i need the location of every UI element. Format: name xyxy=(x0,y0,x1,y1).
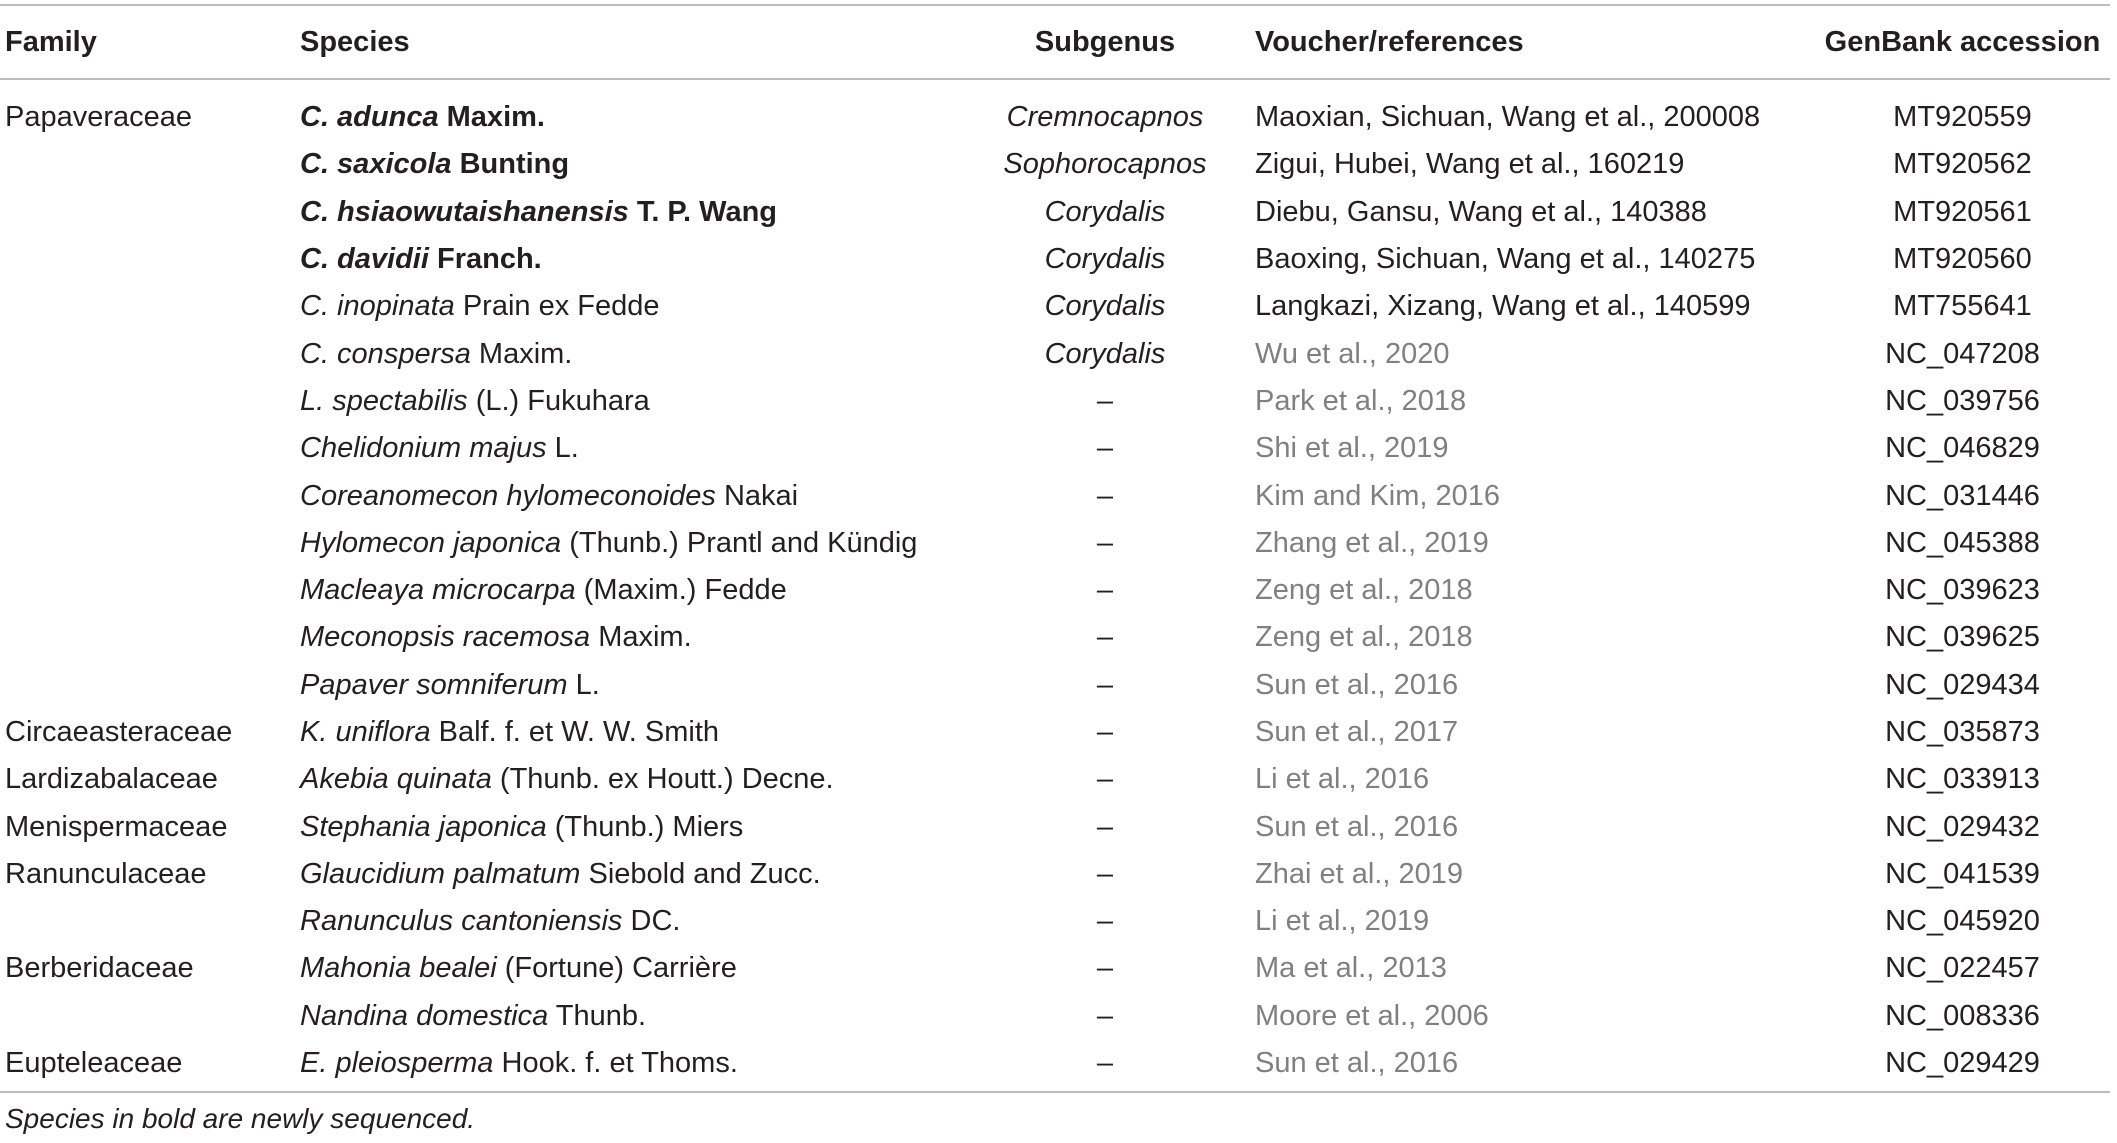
cell-species xyxy=(300,1040,955,1092)
reference-link[interactable]: Li et al., 2019 xyxy=(1255,905,1430,938)
header-voucher: Voucher/references xyxy=(1255,5,1815,79)
cell-genbank: NC_039623 xyxy=(1885,574,2040,607)
species-author: (Thunb.) Miers xyxy=(546,810,744,843)
species-binomial: Chelidonium majus xyxy=(300,432,547,465)
reference-link[interactable]: Shi et al., 2019 xyxy=(1255,432,1449,465)
table-row xyxy=(0,141,2110,188)
cell-subgenus: Corydalis xyxy=(1044,290,1166,323)
cell-family xyxy=(0,141,300,188)
cell-voucher: Zigui, Hubei, Wang et al., 160219 xyxy=(1255,148,1685,181)
header-genbank: GenBank accession xyxy=(1815,5,2110,79)
cell-genbank: MT755641 xyxy=(1893,290,2032,323)
cell-genbank: NC_029429 xyxy=(1815,1040,2110,1092)
table-row xyxy=(0,851,2110,898)
table-row xyxy=(0,1040,2110,1092)
cell-genbank: MT920560 xyxy=(1893,243,2032,276)
cell-species xyxy=(300,614,955,661)
cell-subgenus: – xyxy=(1096,716,1114,748)
cell-species xyxy=(300,993,955,1040)
species-author: L. xyxy=(546,432,579,465)
species-binomial: Hylomecon japonica xyxy=(300,526,562,559)
table-row xyxy=(0,709,2110,756)
cell-voucher: Diebu, Gansu, Wang et al., 140388 xyxy=(1255,195,1707,228)
cell-family xyxy=(0,425,300,472)
species-author: L. xyxy=(567,668,600,701)
species-binomial: Meconopsis racemosa xyxy=(300,621,591,654)
table-row xyxy=(0,756,2110,803)
header-family: Family xyxy=(0,5,300,79)
cell-family xyxy=(0,520,300,567)
species-author: (Thunb.) Prantl and Kündig xyxy=(561,526,918,559)
cell-subgenus: Cremnocapnos xyxy=(1006,101,1204,134)
cell-family xyxy=(0,472,300,519)
species-author: (Fortune) Carrière xyxy=(496,952,737,985)
cell-genbank: NC_031446 xyxy=(1885,479,2040,512)
cell-genbank: NC_041539 xyxy=(1885,857,2040,890)
species-binomial: C. saxicola xyxy=(300,148,452,181)
cell-species xyxy=(300,472,955,519)
table-row xyxy=(0,898,2110,945)
species-author: DC. xyxy=(622,905,681,938)
species-author: Maxim. xyxy=(438,101,545,134)
cell-family xyxy=(0,993,300,1040)
cell-genbank: MT920561 xyxy=(1893,195,2032,228)
cell-family: Circaeasteraceae xyxy=(5,716,233,748)
reference-link[interactable]: Zeng et al., 2018 xyxy=(1255,621,1473,654)
reference-link[interactable]: Zeng et al., 2018 xyxy=(1255,574,1473,607)
cell-subgenus: – xyxy=(1096,621,1114,654)
cell-subgenus: – xyxy=(1096,763,1114,796)
cell-species xyxy=(300,803,955,850)
cell-subgenus: – xyxy=(1096,810,1114,843)
species-binomial: Coreanomecon hylomeconoides xyxy=(300,479,716,512)
cell-species xyxy=(300,945,955,992)
cell-family: Lardizabalaceae xyxy=(5,763,218,796)
species-author: T. P. Wang xyxy=(628,195,778,228)
cell-subgenus: – xyxy=(1096,384,1114,417)
reference-link[interactable]: Ma et al., 2013 xyxy=(1255,952,1447,985)
species-binomial: C. inopinata xyxy=(300,290,455,323)
cell-subgenus: – xyxy=(955,1040,1255,1092)
species-author: Prain ex Fedde xyxy=(454,290,660,323)
cell-genbank: NC_039625 xyxy=(1885,621,2040,654)
header-row xyxy=(0,5,2110,79)
cell-subgenus: – xyxy=(1096,668,1114,701)
cell-subgenus: Corydalis xyxy=(1044,243,1166,276)
cell-genbank: NC_047208 xyxy=(1885,337,2040,370)
cell-family: Berberidaceae xyxy=(5,952,194,985)
cell-genbank: NC_045920 xyxy=(1885,905,2040,938)
header-species: Species xyxy=(300,5,955,79)
table-row xyxy=(0,378,2110,425)
reference-link[interactable]: Zhai et al., 2019 xyxy=(1255,857,1463,890)
cell-species xyxy=(300,378,955,425)
species-binomial: Stephania japonica xyxy=(300,810,547,843)
species-author: Maxim. xyxy=(590,621,692,654)
species-binomial: Mahonia bealei xyxy=(300,952,497,985)
cell-genbank: NC_046829 xyxy=(1885,432,2040,465)
species-binomial: Nandina domestica xyxy=(300,999,549,1032)
species-author: (Maxim.) Fedde xyxy=(575,574,787,607)
cell-family xyxy=(0,614,300,661)
species-binomial: C. adunca xyxy=(300,101,439,134)
cell-genbank: NC_029432 xyxy=(1885,810,2040,843)
reference-link[interactable]: Sun et al., 2016 xyxy=(1255,810,1459,843)
table-row xyxy=(0,283,2110,330)
cell-subgenus: – xyxy=(1096,952,1114,985)
cell-species xyxy=(300,851,955,898)
cell-voucher: Langkazi, Xizang, Wang et al., 140599 xyxy=(1255,290,1751,323)
cell-subgenus: – xyxy=(1096,574,1114,607)
species-binomial: C. conspersa xyxy=(300,337,471,370)
cell-species xyxy=(300,662,955,709)
cell-subgenus: – xyxy=(1096,857,1114,890)
table-row xyxy=(0,330,2110,377)
table-header xyxy=(0,5,2110,79)
species-author: (Thunb. ex Houtt.) Decne. xyxy=(491,763,834,796)
species-binomial: Glaucidium palmatum xyxy=(300,857,581,890)
cell-family xyxy=(0,378,300,425)
cell-subgenus: Corydalis xyxy=(1044,337,1166,370)
cell-species xyxy=(300,79,955,141)
table-body xyxy=(0,79,2110,1092)
species-author: Thunb. xyxy=(548,999,647,1032)
table-row xyxy=(0,472,2110,519)
cell-voucher: Maoxian, Sichuan, Wang et al., 200008 xyxy=(1255,101,1761,134)
species-author: Siebold and Zucc. xyxy=(580,857,821,890)
cell-subgenus: – xyxy=(1096,479,1114,512)
table-row xyxy=(0,236,2110,283)
species-author: Franch. xyxy=(428,243,542,276)
cell-genbank: NC_008336 xyxy=(1885,999,2040,1032)
cell-species xyxy=(300,567,955,614)
species-binomial: Macleaya microcarpa xyxy=(300,574,576,607)
cell-genbank: NC_035873 xyxy=(1885,716,2040,748)
reference-link[interactable]: Wu et al., 2020 xyxy=(1255,337,1450,370)
cell-family: Papaveraceae xyxy=(5,101,193,134)
table-row xyxy=(0,520,2110,567)
reference-link[interactable]: Sun et al., 2016 xyxy=(1255,668,1459,701)
cell-subgenus: Sophorocapnos xyxy=(1003,148,1207,181)
table-row xyxy=(0,993,2110,1040)
species-binomial: Akebia quinata xyxy=(300,763,492,796)
cell-species xyxy=(300,898,955,945)
reference-link[interactable]: Sun et al., 2016 xyxy=(1255,1040,1815,1092)
reference-link[interactable]: Zhang et al., 2019 xyxy=(1255,526,1489,559)
table-row xyxy=(0,662,2110,709)
species-author: Balf. f. et W. W. Smith xyxy=(430,716,720,748)
table-row xyxy=(0,945,2110,992)
species-author: Bunting xyxy=(451,148,570,181)
cell-family: Ranunculaceae xyxy=(5,857,207,890)
cell-subgenus: – xyxy=(1096,432,1114,465)
cell-genbank: NC_039756 xyxy=(1885,384,2040,417)
table-row xyxy=(0,425,2110,472)
cell-species xyxy=(300,141,955,188)
species-author: Hook. f. et Thoms. xyxy=(493,1047,738,1080)
cell-family xyxy=(0,567,300,614)
species-binomial: C. hsiaowutaishanensis xyxy=(300,195,629,228)
reference-link[interactable]: Park et al., 2018 xyxy=(1255,384,1467,417)
cell-family xyxy=(0,283,300,330)
cell-family xyxy=(0,898,300,945)
table-row xyxy=(0,567,2110,614)
cell-species xyxy=(300,756,955,803)
cell-genbank: MT920562 xyxy=(1893,148,2032,181)
table-row xyxy=(0,79,2110,141)
species-binomial: K. uniflora xyxy=(300,716,431,748)
cell-subgenus: – xyxy=(1096,905,1114,938)
cell-species xyxy=(300,425,955,472)
cell-family xyxy=(0,662,300,709)
reference-link[interactable]: Li et al., 2016 xyxy=(1255,763,1430,796)
cell-voucher: Baoxing, Sichuan, Wang et al., 140275 xyxy=(1255,243,1756,276)
table-row xyxy=(0,189,2110,236)
cell-family: Eupteleaceae xyxy=(0,1040,300,1092)
species-binomial: Papaver somniferum xyxy=(300,668,568,701)
species-author: Maxim. xyxy=(470,337,573,370)
cell-species xyxy=(300,330,955,377)
cell-family xyxy=(0,236,300,283)
species-binomial: E. pleiosperma xyxy=(300,1047,494,1080)
species-author: Nakai xyxy=(715,479,799,512)
cell-species xyxy=(300,236,955,283)
cell-genbank: NC_029434 xyxy=(1885,668,2040,701)
cell-family xyxy=(0,330,300,377)
cell-species xyxy=(300,520,955,567)
cell-genbank: MT920559 xyxy=(1893,101,2032,134)
cell-genbank: NC_022457 xyxy=(1885,952,2040,985)
header-subgenus: Subgenus xyxy=(955,5,1255,79)
table-row xyxy=(0,803,2110,850)
reference-link[interactable]: Moore et al., 2006 xyxy=(1255,999,1489,1032)
species-table xyxy=(0,4,2110,1093)
cell-genbank: NC_033913 xyxy=(1885,763,2040,796)
species-author: (L.) Fukuhara xyxy=(467,384,650,417)
table-row xyxy=(0,614,2110,661)
cell-species xyxy=(300,283,955,330)
cell-subgenus: Corydalis xyxy=(1044,195,1166,228)
cell-subgenus: – xyxy=(1096,526,1114,559)
cell-family xyxy=(0,189,300,236)
cell-genbank: NC_045388 xyxy=(1885,526,2040,559)
cell-family: Menispermaceae xyxy=(5,810,228,843)
reference-link[interactable]: Sun et al., 2017 xyxy=(1255,716,1459,748)
table-footnote: Species in bold are newly sequenced. xyxy=(5,1103,476,1134)
species-binomial: L. spectabilis xyxy=(300,384,468,417)
cell-species xyxy=(300,709,955,756)
species-binomial: C. davidii xyxy=(300,243,429,276)
reference-link[interactable]: Kim and Kim, 2016 xyxy=(1255,479,1501,512)
cell-species xyxy=(300,189,955,236)
species-binomial: Ranunculus cantoniensis xyxy=(300,905,623,938)
cell-subgenus: – xyxy=(1096,999,1114,1032)
